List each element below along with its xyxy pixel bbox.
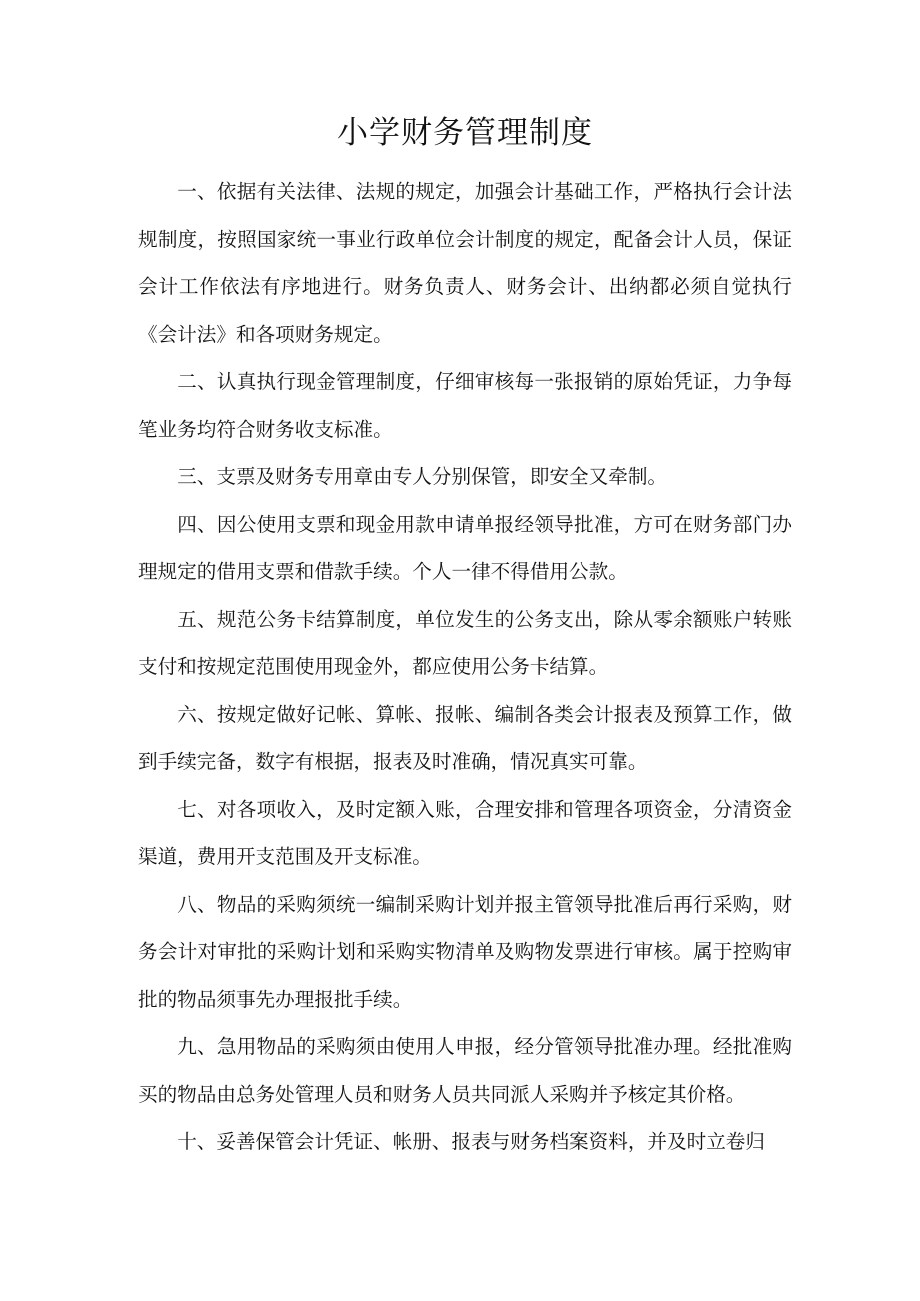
paragraph-1: 一、依据有关法律、法规的规定，加强会计基础工作，严格执行会计法规制度，按照国家统一事业行政单位会计制度的规定，配备会计人员，保证会计工作依法有序地进行。财务负责人、财务会计、出纳都必须自觉执行《会计法》和各项财务规定。 (138, 180, 792, 346)
paragraph-4: 四、因公使用支票和现金用款申请单报经领导批准，方可在财务部门办理规定的借用支票和借款手续。个人一律不得借用公款。 (138, 512, 792, 583)
paragraph-7: 七、对各项收入，及时定额入账，合理安排和管理各项资金，分清资金渠道，费用开支范围及开支标准。 (138, 797, 792, 868)
document-title: 小学财务管理制度 (337, 115, 593, 151)
paragraph-8: 八、物品的采购须统一编制采购计划并报主管领导批准后再行采购，财务会计对审批的采购计划和采购实物清单及购物发票进行审核。属于控购审批的物品须事先办理报批手续。 (138, 892, 792, 1011)
paragraph-10: 十、妥善保管会计凭证、帐册、报表与财务档案资料，并及时立卷归 (177, 1130, 765, 1153)
paragraph-3: 三、支票及财务专用章由专人分别保管，即安全又牵制。 (177, 465, 668, 488)
paragraph-9: 九、急用物品的采购须由使用人申报，经分管领导批准办理。经批准购买的物品由总务处管理人员和财务人员共同派人采购并予核定其价格。 (138, 1035, 792, 1106)
paragraph-6: 六、按规定做好记帐、算帐、报帐、编制各类会计报表及预算工作，做到手续完备，数字有根据，报表及时准确，情况真实可靠。 (138, 702, 792, 773)
paragraph-5: 五、规范公务卡结算制度，单位发生的公务支出，除从零余额账户转账支付和按规定范围使用现金外，都应使用公务卡结算。 (138, 607, 792, 678)
paragraph-2: 二、认真执行现金管理制度，仔细审核每一张报销的原始凭证，力争每笔业务均符合财务收支标准。 (138, 370, 792, 441)
